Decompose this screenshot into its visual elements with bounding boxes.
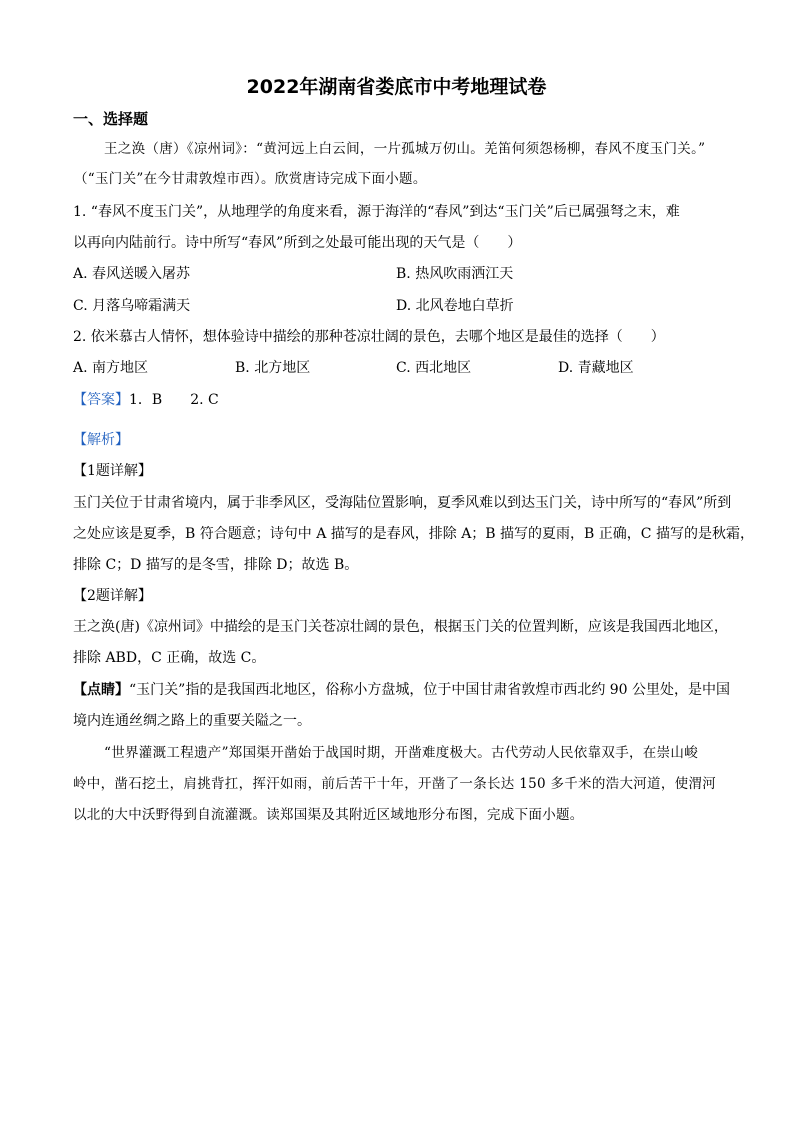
detail-1-line-3: 排除 C；D 描写的是冬雪，排除 D；故选 B。 <box>73 557 359 573</box>
section-heading: 一、选择题 <box>73 110 149 128</box>
point-label: 【点睛】 <box>73 682 129 698</box>
q1-option-a: A. 春风送暖入屠苏 <box>73 266 191 282</box>
point-line-1: “玉门关”指的是我国西北地区，俗称小方盘城，位于中国甘肃省敦煌市西北约 90 公里处，是中国 <box>129 682 731 698</box>
answer-text: 1．B 2. C <box>129 392 219 408</box>
answer-row <box>73 390 219 410</box>
q2-option-a: A. 南方地区 <box>73 360 149 376</box>
passage-line-3: 以北的大中沃野得到自流灌溉。读郑国渠及其附近区域地形分布图，完成下面小题。 <box>73 807 584 823</box>
intro-line-2: （“玉门关”在今甘肃敦煌市西）。欣赏唐诗完成下面小题。 <box>74 171 427 187</box>
question-1-line-2: 以再向内陆前行。诗中所写“春风”所到之处最可能出现的天气是（ ） <box>73 235 522 251</box>
detail-1-heading: 【1题详解】 <box>73 463 152 479</box>
question-1-line-1: 1. “春风不度玉门关”，从地理学的角度来看，源于海洋的“春风”到达“玉门关”后已属强弩之末，难 <box>73 204 680 220</box>
q1-option-d: D. 北风卷地白草折 <box>396 298 514 314</box>
analysis-label: 【解析】 <box>73 432 129 448</box>
passage-line-1: “世界灌溉工程遗产”郑国渠开凿始于战国时期，开凿难度极大。古代劳动人民依靠双手，在崇山峻 <box>104 745 699 761</box>
q1-option-c: C. 月落乌啼霜满天 <box>73 298 191 314</box>
detail-2-heading: 【2题详解】 <box>73 588 152 604</box>
q2-option-d: D. 青藏地区 <box>558 360 634 376</box>
question-2-line: 2. 依米慕古人情怀，想体验诗中描绘的那种苍凉壮阔的景色，去哪个地区是最佳的选择（ ） <box>73 329 665 345</box>
passage-line-2: 岭中，凿石挖土，肩挑背扛，挥汗如雨，前后苦干十年，开凿了一条长达 150 多千米的浩大河道，使渭河 <box>73 776 717 792</box>
q2-option-b: B. 北方地区 <box>235 360 311 376</box>
q2-option-c: C. 西北地区 <box>396 360 472 376</box>
point-row <box>73 680 730 700</box>
detail-2-line-1: 王之涣(唐)《凉州词》中描绘的是玉门关苍凉壮阔的景色，根据玉门关的位置判断，应该是我国西北地区， <box>73 619 728 635</box>
intro-line-1: 王之涣（唐）《凉州词》：“黄河远上白云间，一片孤城万仞山。羌笛何须怨杨柳，春风不度玉门关。” <box>104 141 706 157</box>
detail-1-line-2: 之处应该是夏季，B 符合题意；诗句中 A 描写的是春风，排除 A；B 描写的夏雨，B 正确，C 描写的是秋霜， <box>73 526 754 542</box>
document-title: 2022年湖南省娄底市中考地理试卷 <box>246 76 547 98</box>
answer-label: 【答案】 <box>73 392 129 408</box>
q1-option-b: B. 热风吹雨洒江天 <box>396 266 514 282</box>
detail-1-line-1: 玉门关位于甘肃省境内，属于非季风区，受海陆位置影响，夏季风难以到达玉门关，诗中所写的“春风”所到 <box>73 495 732 511</box>
detail-2-line-2: 排除 ABD，C 正确，故选 C。 <box>73 650 266 666</box>
point-line-2: 境内连通丝绸之路上的重要关隘之一。 <box>73 713 311 729</box>
